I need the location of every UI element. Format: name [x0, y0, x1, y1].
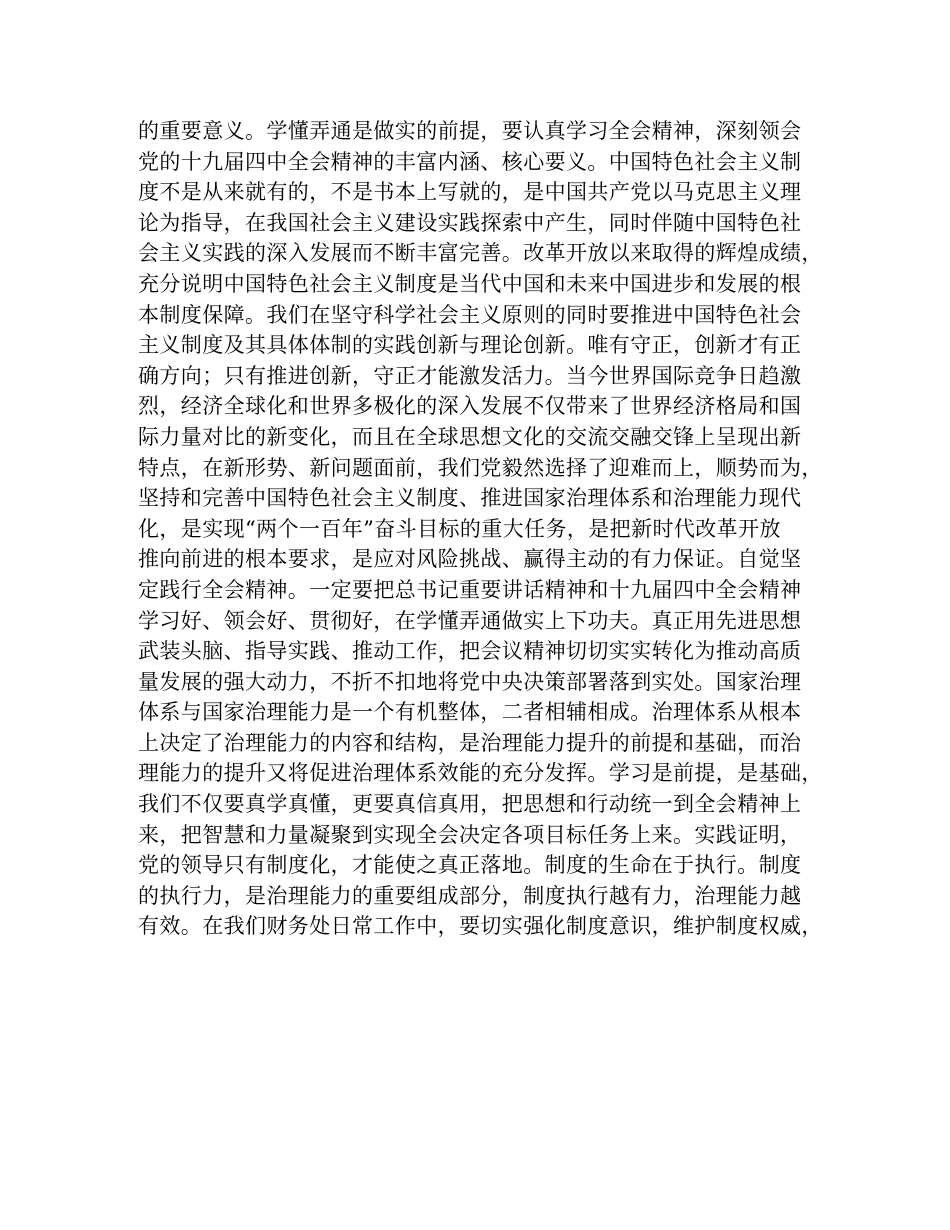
text-line: 度不是从来就有的，不是书本上写就的，是中国共产党以马克思主义理 — [138, 180, 802, 205]
text-line: 理能力的提升又将促进治理体系效能的充分发挥。学习是前提，是基础， — [138, 761, 823, 786]
text-line: 党的领导只有制度化，才能使之真正落地。制度的生命在于执行。制度 — [138, 853, 802, 878]
text-line: 确方向；只有推进创新，守正才能激发活力。当今世界国际竞争日趋激 — [138, 363, 802, 388]
text-line: 的重要意义。学懂弄通是做实的前提，要认真学习全会精神，深刻领会 — [138, 119, 802, 143]
body-paragraph — [138, 116, 828, 942]
text-line: 的执行力，是治理能力的重要组成部分，制度执行越有力，治理能力越 — [138, 883, 802, 908]
text-line: 烈，经济全球化和世界多极化的深入发展不仅带来了世界经济格局和国 — [138, 394, 802, 419]
text-line: 论为指导，在我国社会主义建设实践探索中产生，同时伴随中国特色社 — [138, 210, 802, 235]
text-line: 会主义实践的深入发展而不断丰富完善。改革开放以来取得的辉煌成绩， — [138, 241, 823, 266]
text-line: 际力量对比的新变化，而且在全球思想文化的交流交融交锋上呈现出新 — [138, 424, 802, 449]
text-line: 定践行全会精神。一定要把总书记重要讲话精神和十九届四中全会精神 — [138, 577, 802, 602]
text-line: 党的十九届四中全会精神的丰富内涵、核心要义。中国特色社会主义制 — [138, 149, 802, 174]
text-line: 本制度保障。我们在坚守科学社会主义原则的同时要推进中国特色社会 — [138, 302, 802, 327]
text-line: 特点，在新形势、新问题面前，我们党毅然选择了迎难而上，顺势而为， — [138, 455, 823, 480]
text-line: 坚持和完善中国特色社会主义制度、推进国家治理体系和治理能力现代 — [138, 486, 802, 511]
text-line: 上决定了治理能力的内容和结构，是治理能力提升的前提和基础，而治 — [138, 730, 802, 755]
text-line: 量发展的强大动力，不折不扣地将党中央决策部署落到实处。国家治理 — [138, 669, 802, 694]
text-line: 我们不仅要真学真懂，更要真信真用，把思想和行动统一到全会精神上 — [138, 792, 802, 817]
text-line: 充分说明中国特色社会主义制度是当代中国和未来中国进步和发展的根 — [138, 271, 802, 296]
text-line: 推向前进的根本要求，是应对风险挑战、赢得主动的有力保证。自觉坚 — [138, 547, 802, 572]
text-line: 来，把智慧和力量凝聚到实现全会决定各项目标任务上来。实践证明， — [138, 822, 802, 847]
text-line: 化，是实现“两个一百年”奋斗目标的重大任务，是把新时代改革开放 — [138, 516, 781, 541]
text-line: 体系与国家治理能力是一个有机整体，二者相辅相成。治理体系从根本 — [138, 700, 802, 725]
text-line: 学习好、领会好、贯彻好，在学懂弄通做实上下功夫。真正用先进思想 — [138, 608, 802, 633]
text-line: 主义制度及其具体体制的实践创新与理论创新。唯有守正，创新才有正 — [138, 333, 802, 358]
text-line: 有效。在我们财务处日常工作中，要切实强化制度意识，维护制度权威， — [138, 914, 823, 939]
text-line: 武装头脑、指导实践、推动工作，把会议精神切切实实转化为推动高质 — [138, 639, 802, 664]
